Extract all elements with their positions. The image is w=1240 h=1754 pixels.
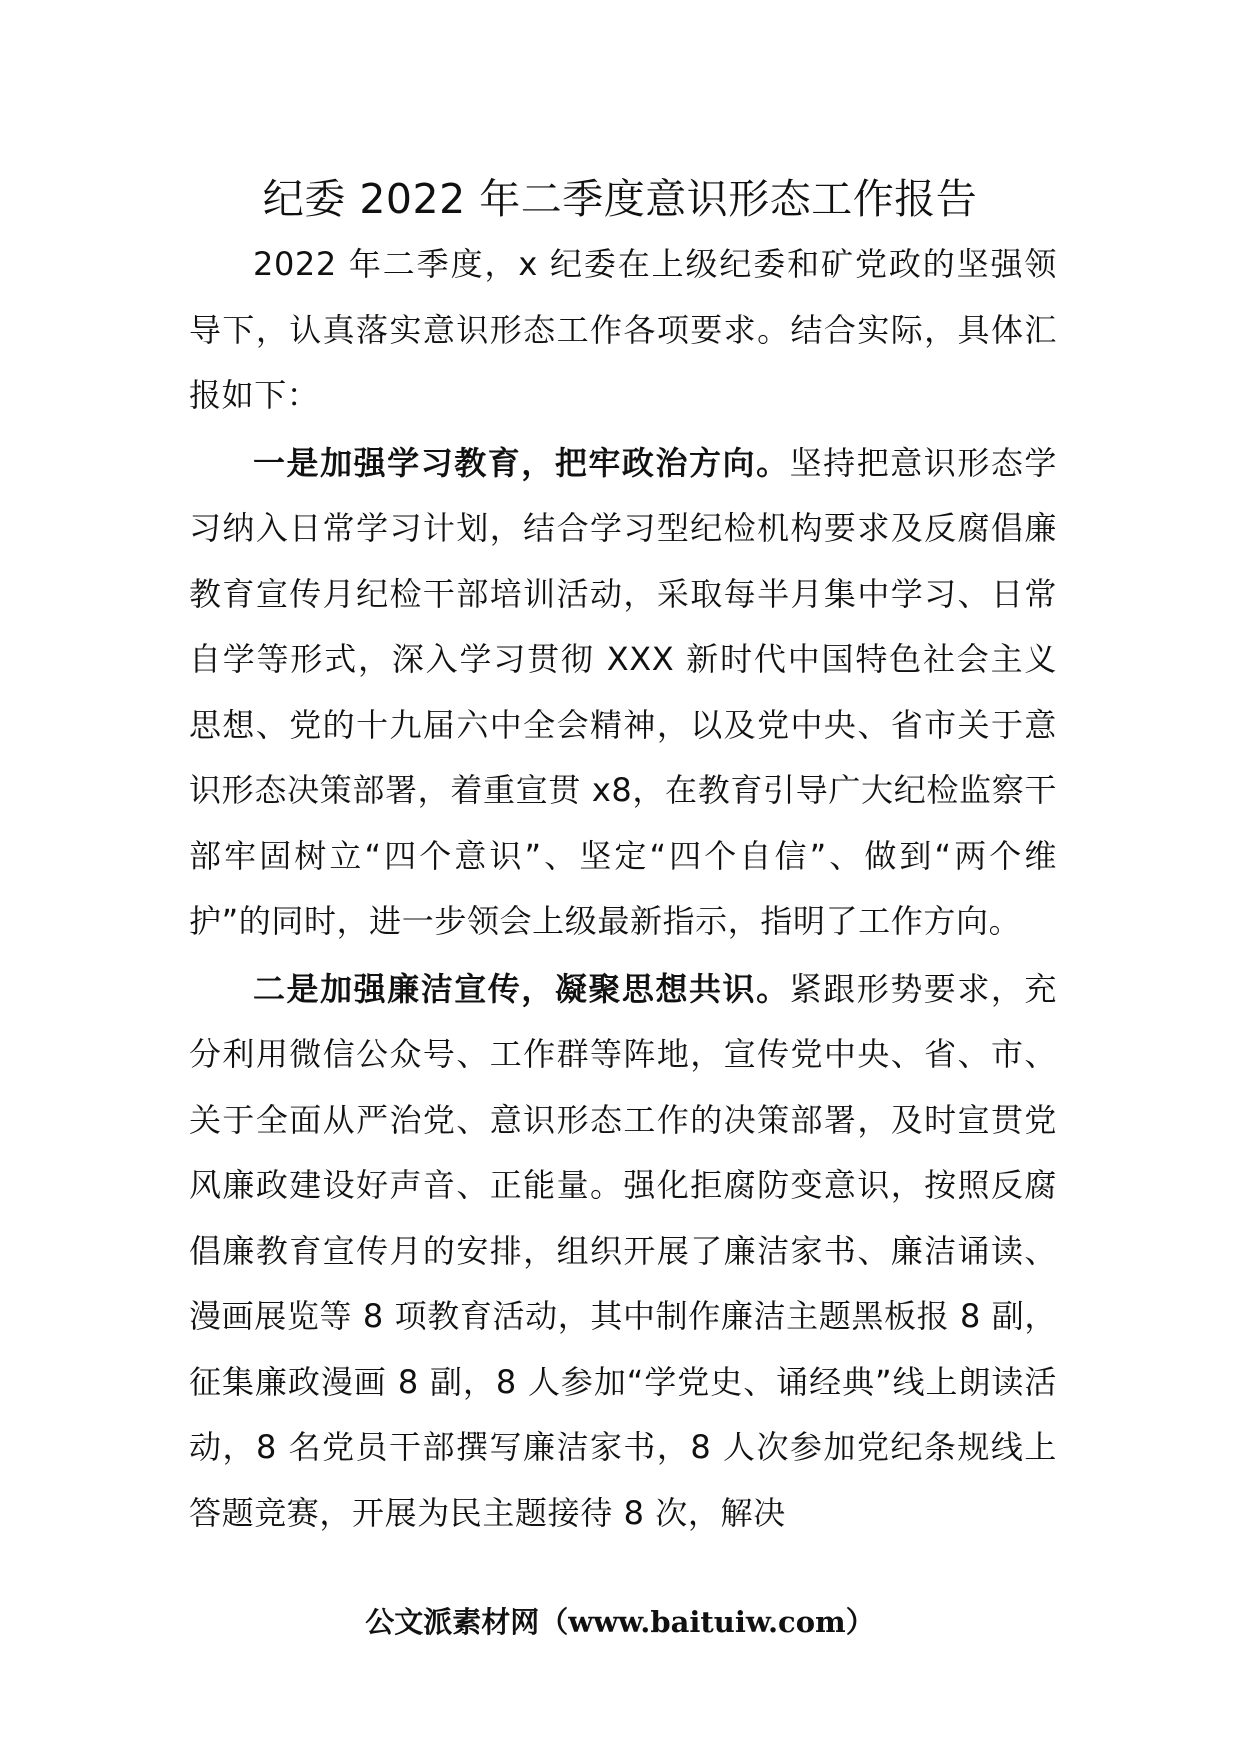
- paragraph-lead: 二是加强廉洁宣传，凝聚思想共识。: [253, 969, 790, 1008]
- paragraph-text: 2022 年二季度，x 纪委在上级纪委和矿党政的坚强领导下，认真落实意识形态工作各项要求。结合实际，具体汇报如下：: [189, 245, 1057, 414]
- paragraph-lead: 一是加强学习教育，把牢政治方向。: [253, 443, 790, 482]
- paragraph-study-education: [189, 431, 1057, 955]
- paragraph-intro: [189, 232, 1057, 429]
- paragraph-text: 紧跟形势要求，充分利用微信公众号、工作群等阵地，宣传党中央、省、市、关于全面从严治党、意识形态工作的决策部署，及时宣贯党风廉政建设好声音、正能量。强化拒腐防变意识，按照反腐倡廉教育宣传月的安排，组织开展了廉洁家书、廉洁诵读、漫画展览等 8 项教育活动，其中制作廉洁主题黑板报 8 副，征集廉政漫画 8 副，8 人参加“学党史、诵经典”线上朗读活动，8 名党员干部撰写廉洁家书，8 人次参加党纪条规线上答题竞赛，开展为民主题接待 8 次，解决: [189, 969, 1057, 1532]
- paragraph-text: 坚持把意识形态学习纳入日常学习计划，结合学习型纪检机构要求及反腐倡廉教育宣传月纪检干部培训活动，采取每半月集中学习、日常自学等形式，深入学习贯彻 XXX 新时代中国特色社会主义思想、党的十九届六中全会精神，以及党中央、省市关于意识形态决策部署，着重宣贯 x8，在教育引导广大纪检监察干部牢固树立“四个意识”、坚定“四个自信”、做到“两个维护”的同时，进一步领会上级最新指示，指明了工作方向。: [189, 443, 1057, 940]
- document-title: 纪委 2022 年二季度意识形态工作报告: [262, 175, 978, 223]
- page-footer-source: 公文派素材网（www.baituiw.com）: [365, 1605, 875, 1639]
- paragraph-integrity-publicity: [189, 957, 1057, 1547]
- document-body: [189, 232, 1057, 1548]
